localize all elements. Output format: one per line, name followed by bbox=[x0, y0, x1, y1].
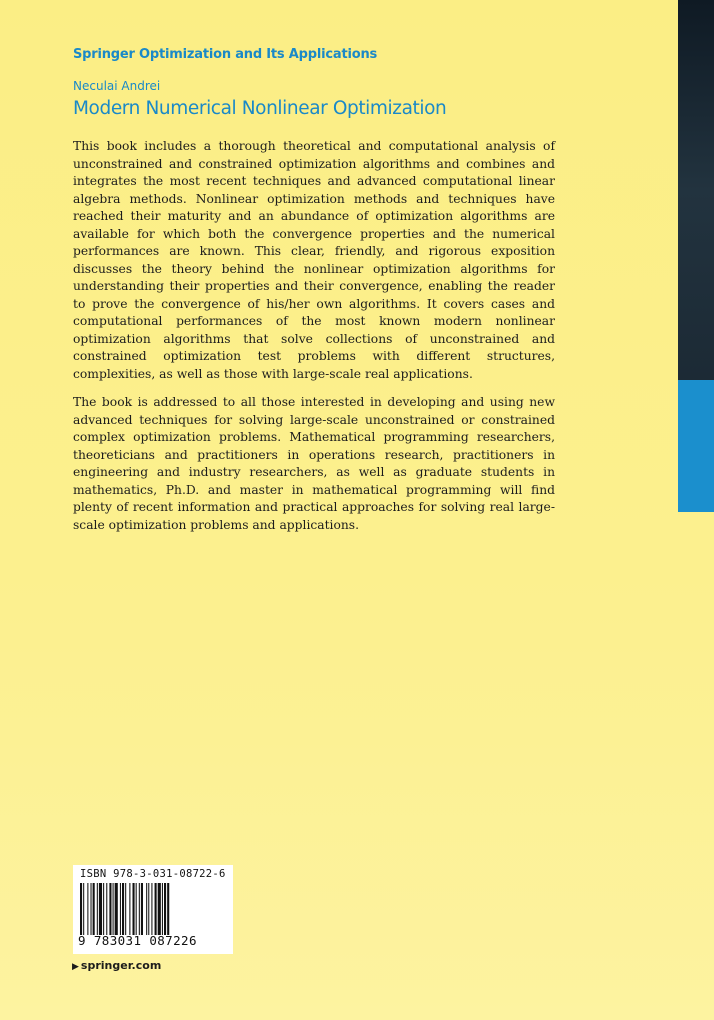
isbn-label: ISBN 978-3-031-08722-6 bbox=[80, 868, 226, 880]
blurb-paragraph-2: The book is addressed to all those interested in developing and using new advanced techniques for solving large-scale unconstrained or constrained complex optimization problems. Mathematical programming researchers, theoreticians and practitioners in operations research, practitioners in engineering and industry researchers, as well as graduate students in mathematics, Ph.D. and master in mathematical programming will find plenty of recent information and practical approaches for solving real large-scale optimization problems and applications. bbox=[73, 395, 555, 532]
barcode-image bbox=[79, 883, 227, 935]
series-name: Springer Optimization and Its Applications bbox=[73, 47, 378, 62]
blurb bbox=[73, 138, 555, 545]
spine-dark-band bbox=[678, 0, 714, 380]
arrow-icon: ▶ bbox=[72, 962, 79, 972]
publisher-url: springer.com bbox=[80, 959, 162, 972]
spine-blue-band bbox=[678, 380, 714, 512]
publisher-link[interactable] bbox=[72, 959, 161, 972]
book-title: Modern Numerical Nonlinear Optimization bbox=[73, 98, 447, 119]
isbn-barcode-box bbox=[73, 865, 233, 954]
author-name: Neculai Andrei bbox=[73, 79, 161, 93]
barcode-digits: 9 783031 087226 bbox=[78, 933, 197, 948]
blurb-paragraph-1: This book includes a thorough theoretical and computational analysis of unconstrained and constrained optimization algorithms and combines and integrates the most recent techniques and advanced computational linear algebra methods. Nonlinear optimization methods and techniques have reached their maturity and an abundance of optimization algorithms are available for which both the convergence properties and the numerical performances are known. This clear, friendly, and rigorous exposition discusses the theory behind the nonlinear optimization algorithms for understanding their properties and their convergence, enabling the reader to prove the convergence of his/her own algorithms. It covers cases and computational performances of the most known modern nonlinear optimization algorithms that solve collections of unconstrained and constrained optimization test problems with different structures, complexities, as well as those with large-scale real applications. bbox=[73, 139, 555, 381]
